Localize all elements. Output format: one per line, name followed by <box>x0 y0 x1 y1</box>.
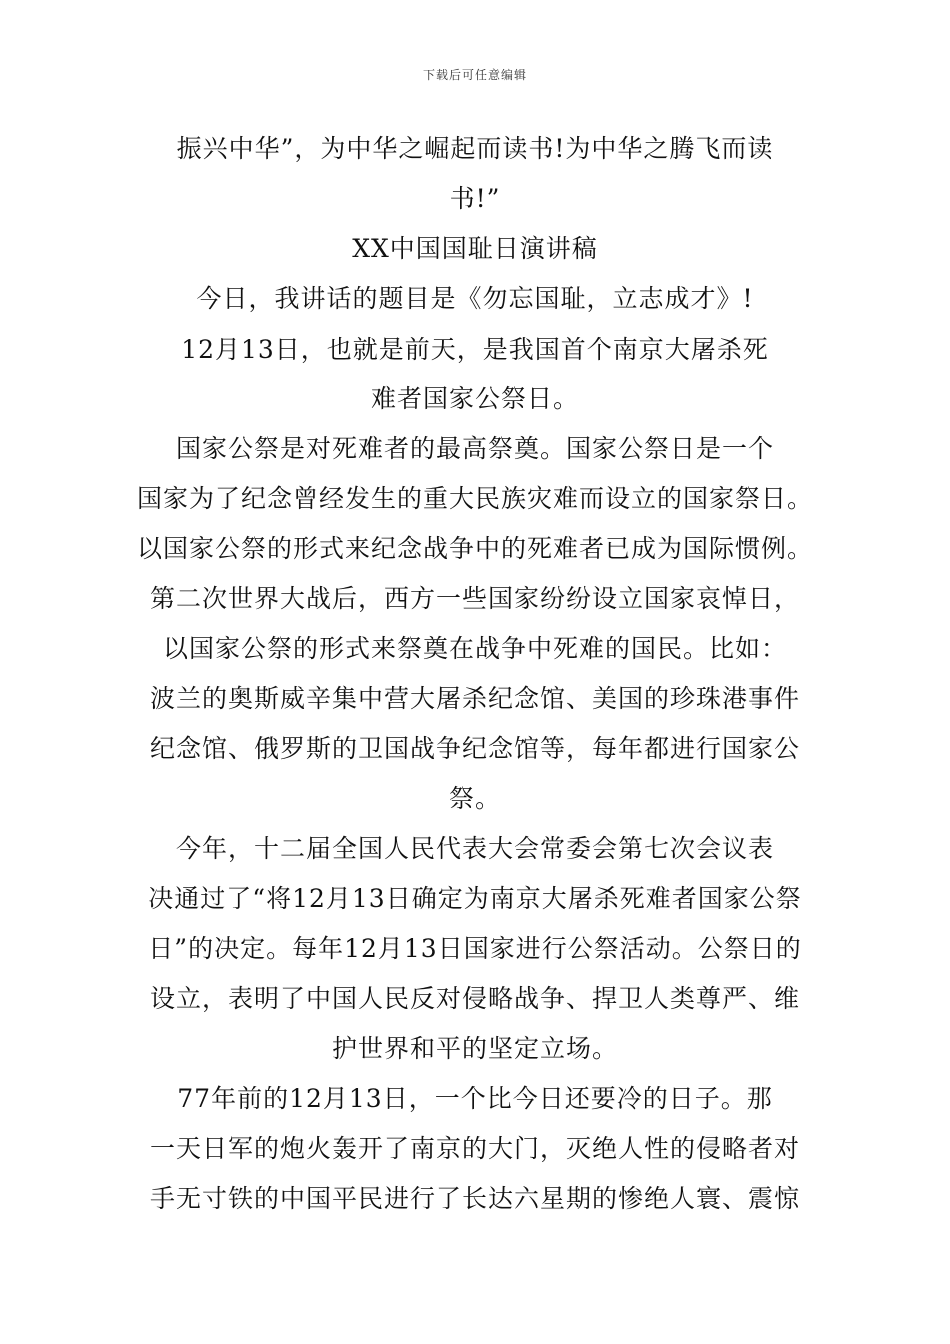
text-line: 以国家公祭的形式来祭奠在战争中死难的国民。比如： <box>162 634 787 663</box>
text-line: 纪念馆、俄罗斯的卫国战争纪念馆等，每年都进行国家公 <box>149 734 800 763</box>
text-line: 77年前的12月13日，一个比今日还要冷的日子。那 <box>177 1084 773 1113</box>
text-line: 祭。 <box>448 784 501 813</box>
text-line: 一天日军的炮火轰开了南京的大门，灭绝人性的侵略者对 <box>149 1134 800 1163</box>
text-line: 第二次世界大战后，西方一些国家纷纷设立国家哀悼日， <box>149 584 800 613</box>
text-line: 设立，表明了中国人民反对侵略战争、捍卫人类尊严、维 <box>149 984 800 1013</box>
text-line: 护世界和平的坚定立场。 <box>331 1034 618 1063</box>
text-line: 日”的决定。每年12月13日国家进行公祭活动。公祭日的 <box>148 934 802 963</box>
text-line: 书!” <box>449 184 501 213</box>
text-line: 今日，我讲话的题目是《勿忘国耻，立志成才》! <box>196 284 754 313</box>
text-line: 国家公祭是对死难者的最高祭奠。国家公祭日是一个 <box>175 434 774 463</box>
text-line: 以国家公祭的形式来纪念战争中的死难者已成为国际惯例。 <box>136 534 813 563</box>
text-line: 国家为了纪念曾经发生的重大民族灾难而设立的国家祭日。 <box>136 484 813 513</box>
text-line: 波兰的奥斯威辛集中营大屠杀纪念馆、美国的珍珠港事件 <box>149 684 800 713</box>
text-line: 难者国家公祭日。 <box>370 384 579 413</box>
speech-title: XX中国国耻日演讲稿 <box>352 234 598 263</box>
text-line: 决通过了“将12月13日确定为南京大屠杀死难者国家公祭 <box>148 884 802 913</box>
page-header: 下载后可任意编辑 <box>422 68 527 82</box>
text-line: 12月13日，也就是前天，是我国首个南京大屠杀死 <box>181 335 769 364</box>
text-line: 今年，十二届全国人民代表大会常委会第七次会议表 <box>175 834 774 863</box>
text-line: 振兴中华”，为中华之崛起而读书!为中华之腾飞而读 <box>176 134 774 163</box>
text-line: 手无寸铁的中国平民进行了长达六星期的惨绝人寰、震惊 <box>149 1184 800 1213</box>
